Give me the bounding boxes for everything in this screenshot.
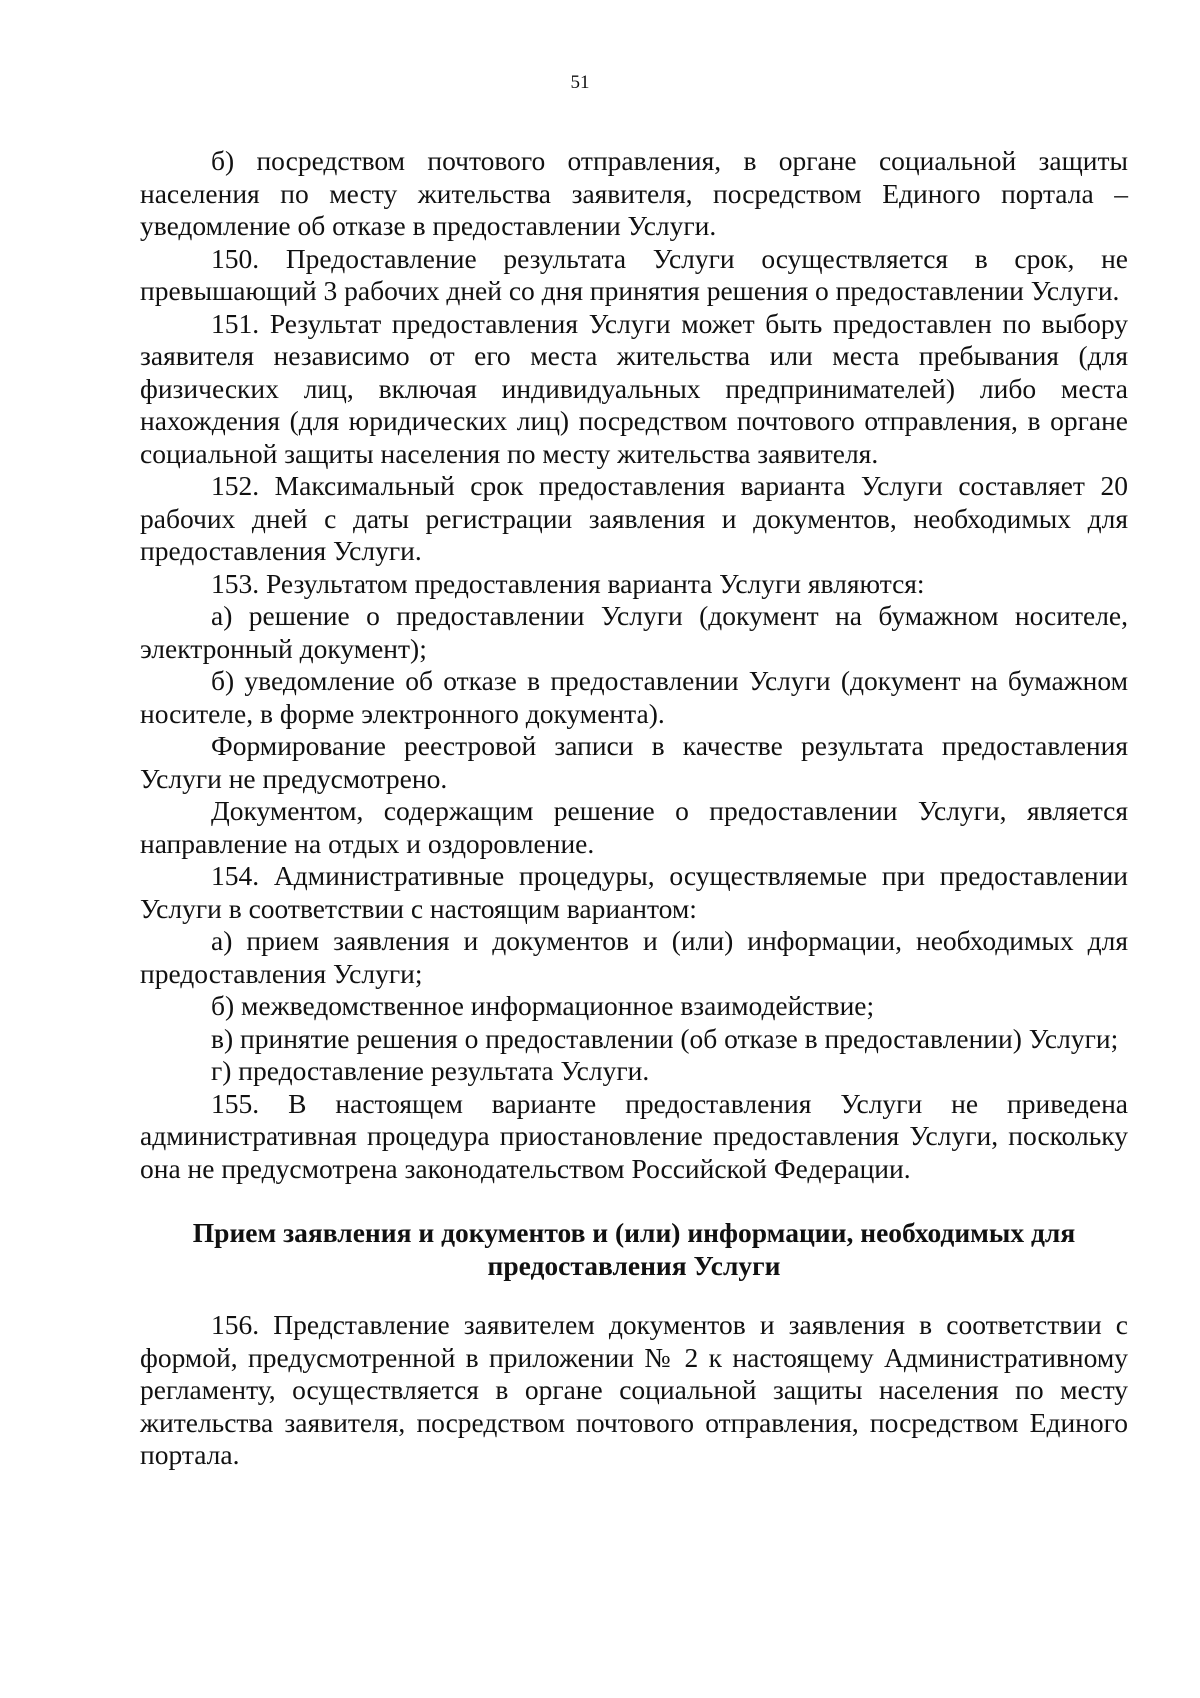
paragraph-153-b: б) уведомление об отказе в предоставлении Услуги (документ на бумажном носителе, в форме электронного документа).: [140, 665, 1128, 729]
paragraph-154-b: б) межведомственное информационное взаимодействие;: [211, 990, 875, 1021]
paragraph-153: 153. Результатом предоставления варианта Услуги являются:: [211, 567, 925, 599]
paragraph-151: 151. Результат предоставления Услуги может быть предоставлен по выбору заявителя независимо от его места жительства или места пребывания (для физических лиц, включая индивидуальных предпринимателей) либо места нахождения (для юридических лиц) посредством почтового отправления, в органе социальной защиты населения по месту жительства заявителя.: [140, 307, 1128, 469]
section-heading: Прием заявления и документов и (или) информации, необходимых для предоставления Услуги: [192, 1217, 1076, 1281]
paragraph-154-v: в) принятие решения о предоставлении (об отказе в предоставлении) Услуги;: [211, 1022, 1119, 1054]
paragraph-155: 155. В настоящем варианте предоставления Услуги не приведена административная процедура приостановление предоставления Услуги, поскольку она не предусмотрена законодательством Российской Федерации.: [140, 1087, 1128, 1184]
paragraph-b-refusal-delivery: б) посредством почтового отправления, в органе социальной защиты населения по месту жительства заявителя, посредством Единого портала – уведомление об отказе в предоставлении Услуги.: [140, 145, 1128, 241]
paragraph-154-g: г) предоставление результата Услуги.: [211, 1055, 650, 1086]
paragraph-154: 154. Административные процедуры, осуществляемые при предоставлении Услуги в соответствии с настоящим вариантом:: [140, 860, 1128, 924]
paragraph-registry-record: Формирование реестровой записи в качестве результата предоставления Услуги не предусмотрено.: [140, 730, 1128, 794]
document-body: [140, 145, 1128, 1472]
paragraph-156: 156. Представление заявителем документов и заявления в соответствии с формой, предусмотренной в приложении № 2 к настоящему Административному регламенту, осуществляется в органе социальной защиты населения по месту жительства заявителя, посредством почтового отправления, посредством Единого портала.: [140, 1309, 1128, 1470]
paragraph-154-a: а) прием заявления и документов и (или) информации, необходимых для предоставления Услуги;: [140, 925, 1128, 989]
paragraph-150: 150. Предоставление результата Услуги осуществляется в срок, не превышающий 3 рабочих дней со дня принятия решения о предоставлении Услуги.: [140, 242, 1128, 306]
paragraph-decision-document: Документом, содержащим решение о предоставлении Услуги, является направление на отдых и оздоровление.: [140, 795, 1128, 859]
paragraph-153-a: а) решение о предоставлении Услуги (документ на бумажном носителе, электронный документ);: [140, 600, 1128, 664]
paragraph-152: 152. Максимальный срок предоставления варианта Услуги составляет 20 рабочих дней с даты регистрации заявления и документов, необходимых для предоставления Услуги.: [140, 470, 1128, 566]
page-number: 51: [570, 72, 590, 93]
